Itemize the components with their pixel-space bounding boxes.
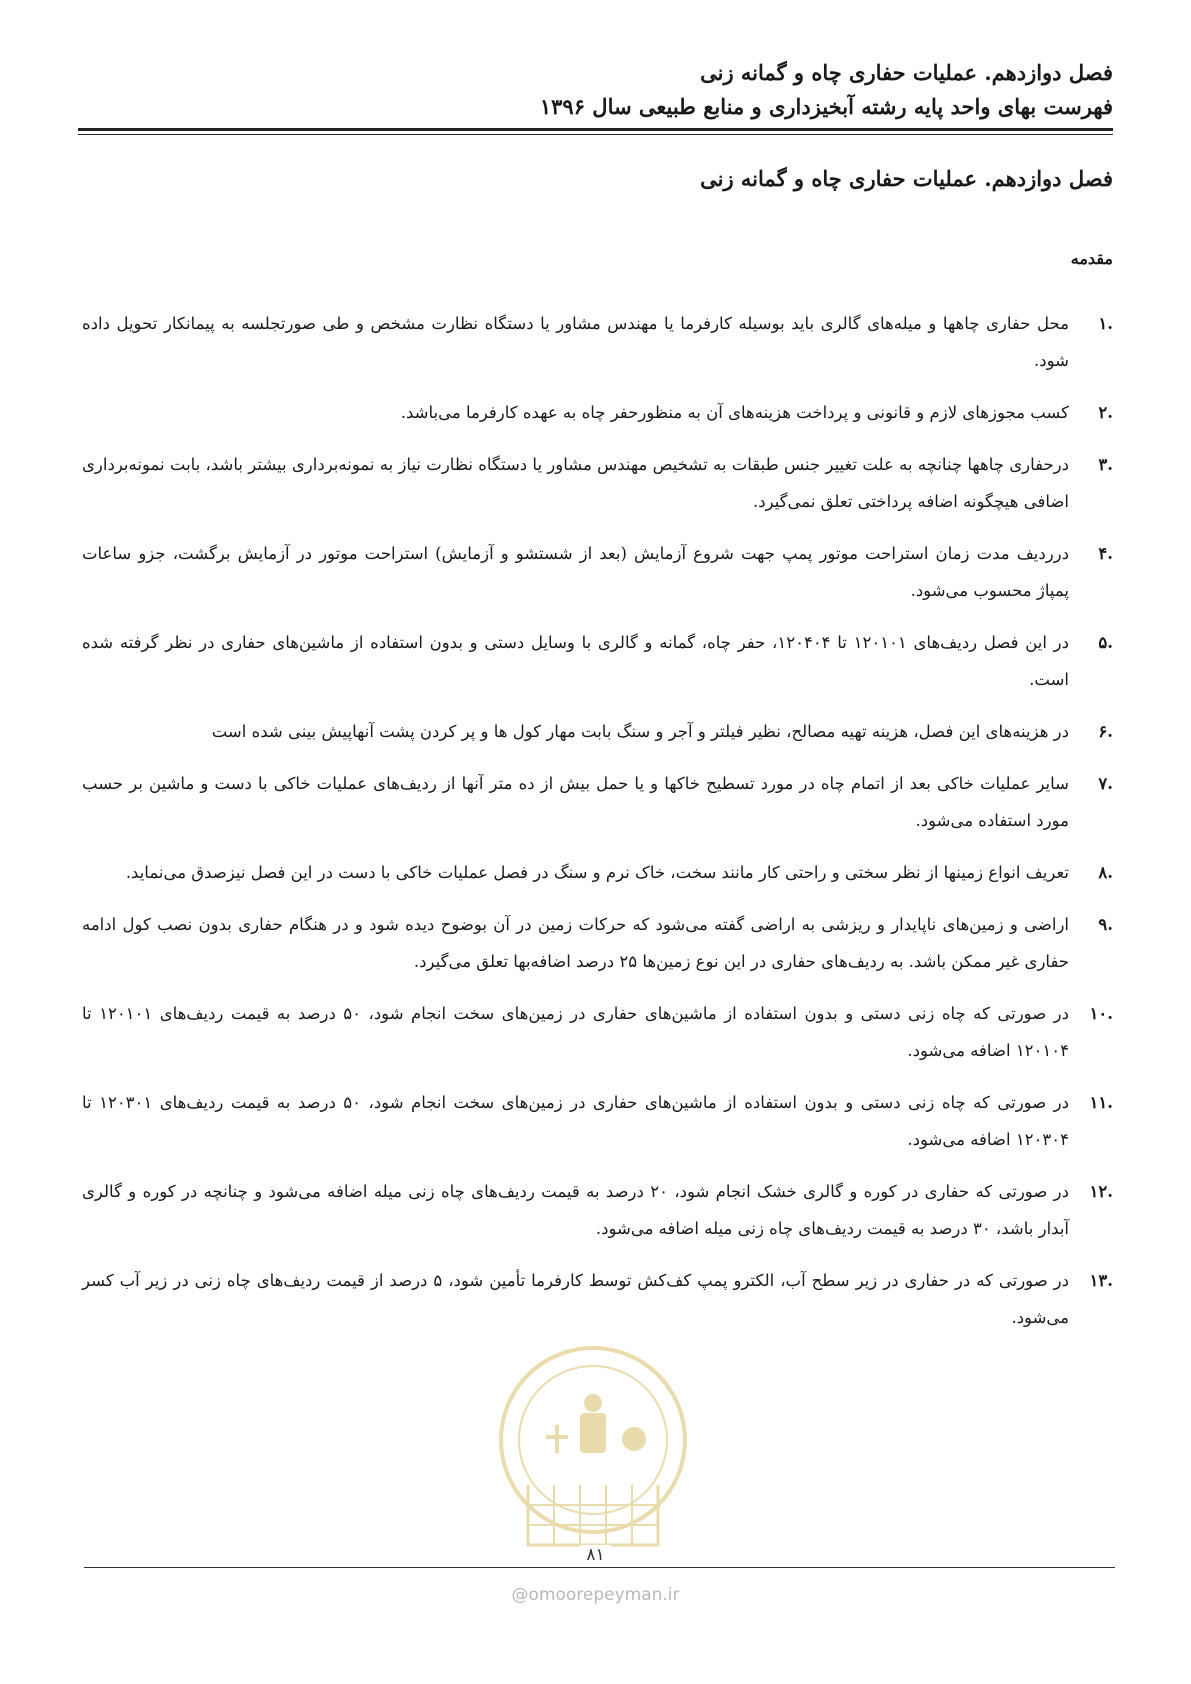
intro-item	[82, 765, 1113, 839]
header-catalog-line: فهرست بهای واحد پایه رشته آبخیزداری و منابع طبیعی سال ۱۳۹۶	[539, 94, 1113, 119]
intro-items-list	[82, 305, 1113, 1351]
item-text: کسب مجوزهای لازم و قانونی و پرداخت هزینه‌های آن به منظورحفر چاه به عهده کارفرما می‌باشد.	[400, 403, 1069, 422]
page-header	[78, 56, 1113, 124]
item-number: .۹	[1098, 915, 1113, 934]
item-number: .۱۱	[1089, 1093, 1113, 1112]
item-text: در هزینه‌های این فصل، هزینه تهیه مصالح، نظیر فیلتر و آجر و سنگ بابت مهار کول ها و پر کردن پشت آنهاپیش بینی شده است	[211, 722, 1069, 741]
intro-item	[82, 1262, 1113, 1336]
item-number: .۱	[1098, 314, 1113, 333]
item-number: .۶	[1098, 722, 1113, 741]
intro-item	[82, 713, 1113, 750]
item-text: در صورتی که چاه زنی دستی و بدون استفاده از ماشین‌های حفاری در زمین‌های سخت انجام شود، ۵۰ درصد به قیمت ردیف‌های ۱۲۰۱۰۱ تا ۱۲۰۱۰۴ اضافه می‌شود.	[82, 1004, 1069, 1060]
seal-watermark-icon	[488, 1335, 698, 1575]
intro-item	[82, 624, 1113, 698]
chapter-title: فصل دوازدهم. عملیات حفاری چاه و گمانه زنی	[700, 166, 1113, 191]
item-number: .۴	[1098, 544, 1113, 563]
item-text: اراضی و زمین‌های ناپایدار و ریزشی به اراضی گفته می‌شود که حرکات زمین در آن بوضوح دیده شود و در هنگام حفاری بدون نصب کول ادامه حفاری غیر ممکن باشد. به ردیف‌های حفاری در این نوع زمین‌ها ۲۵ درصد اضافه‌بها تعلق می‌گیرد.	[82, 915, 1069, 971]
intro-item	[82, 1084, 1113, 1158]
intro-item	[82, 995, 1113, 1069]
intro-item	[82, 1173, 1113, 1247]
item-number: .۷	[1098, 774, 1113, 793]
item-number: .۳	[1098, 455, 1113, 474]
item-number: .۵	[1098, 633, 1113, 652]
intro-item	[82, 394, 1113, 431]
item-number: .۸	[1098, 863, 1113, 882]
intro-item	[82, 854, 1113, 891]
intro-item	[82, 305, 1113, 379]
footer-divider	[84, 1567, 1115, 1568]
intro-item	[82, 906, 1113, 980]
item-text: در صورتی که حفاری در کوره و گالری خشک انجام شود، ۲۰ درصد به قیمت ردیف‌های چاه زنی میله اضافه می‌شود و چنانچه در کوره و گالری آبدار باشد، ۳۰ درصد به قیمت ردیف‌های چاه زنی میله اضافه می‌شود.	[82, 1182, 1069, 1238]
header-divider-thin	[78, 134, 1113, 135]
header-chapter-line: فصل دوازدهم. عملیات حفاری چاه و گمانه زنی	[700, 60, 1113, 85]
item-text: در صورتی که در حفاری در زیر سطح آب، الکترو پمپ کف‌کش توسط کارفرما تأمین شود، ۵ درصد از قیمت ردیف‌های چاه زنی در زیر آب کسر می‌شود.	[82, 1271, 1069, 1327]
item-text: در صورتی که چاه زنی دستی و بدون استفاده از ماشین‌های حفاری در زمین‌های سخت انجام شود، ۵۰ درصد به قیمت ردیف‌های ۱۲۰۳۰۱ تا ۱۲۰۳۰۴ اضافه می‌شود.	[82, 1093, 1069, 1149]
item-number: .۱۳	[1089, 1271, 1113, 1290]
header-divider-thick	[78, 128, 1113, 131]
item-text: سایر عملیات خاکی بعد از اتمام چاه در مورد تسطیح خاکها و یا حمل بیش از ده متر آنها از ردیف‌های عملیات خاکی با دست و ماشین بر حسب مورد استفاده می‌شود.	[82, 774, 1069, 830]
item-text: درردیف مدت زمان استراحت موتور پمپ جهت شروع آزمایش (بعد از شستشو و آزمایش) استراحت موتور در آزمایش برگشت، جزو ساعات پمپاژ محسوب می‌شود.	[82, 544, 1069, 600]
item-text: در این فصل ردیف‌های ۱۲۰۱۰۱ تا ۱۲۰۴۰۴، حفر چاه، گمانه و گالری با وسایل دستی و بدون استفاده از ماشین‌های حفاری در نظر گرفته شده است.	[82, 633, 1069, 689]
item-text: محل حفاری چاهها و میله‌های گالری باید بوسیله کارفرما یا مهندس مشاور یا دستگاه نظارت مشخص و طی صورتجلسه به پیمانکار تحویل داده شود.	[82, 314, 1070, 370]
intro-heading: مقدمه	[1070, 249, 1113, 268]
item-number: .۱۲	[1089, 1182, 1113, 1201]
item-text: درحفاری چاهها چنانچه به علت تغییر جنس طبقات به تشخیص مهندس مشاور یا دستگاه نظارت نیاز به نمونه‌برداری بیشتر باشد، بابت نمونه‌برداری اضافی هیچگونه اضافه پرداختی تعلق نمی‌گیرد.	[82, 455, 1069, 511]
intro-item	[82, 446, 1113, 520]
intro-item	[82, 535, 1113, 609]
page-number	[0, 1543, 1191, 1567]
item-text: تعریف انواع زمینها از نظر سختی و راحتی کار مانند سخت، خاک نرم و سنگ در فصل عملیات خاکی با دست در این فصل نیزصدق می‌نماید.	[125, 863, 1069, 882]
page-number-text: ۸۱	[580, 1545, 610, 1565]
item-number: .۲	[1098, 403, 1113, 422]
watermark-url: @omoorepeyman.ir	[511, 1585, 680, 1605]
item-number: .۱۰	[1089, 1004, 1113, 1023]
